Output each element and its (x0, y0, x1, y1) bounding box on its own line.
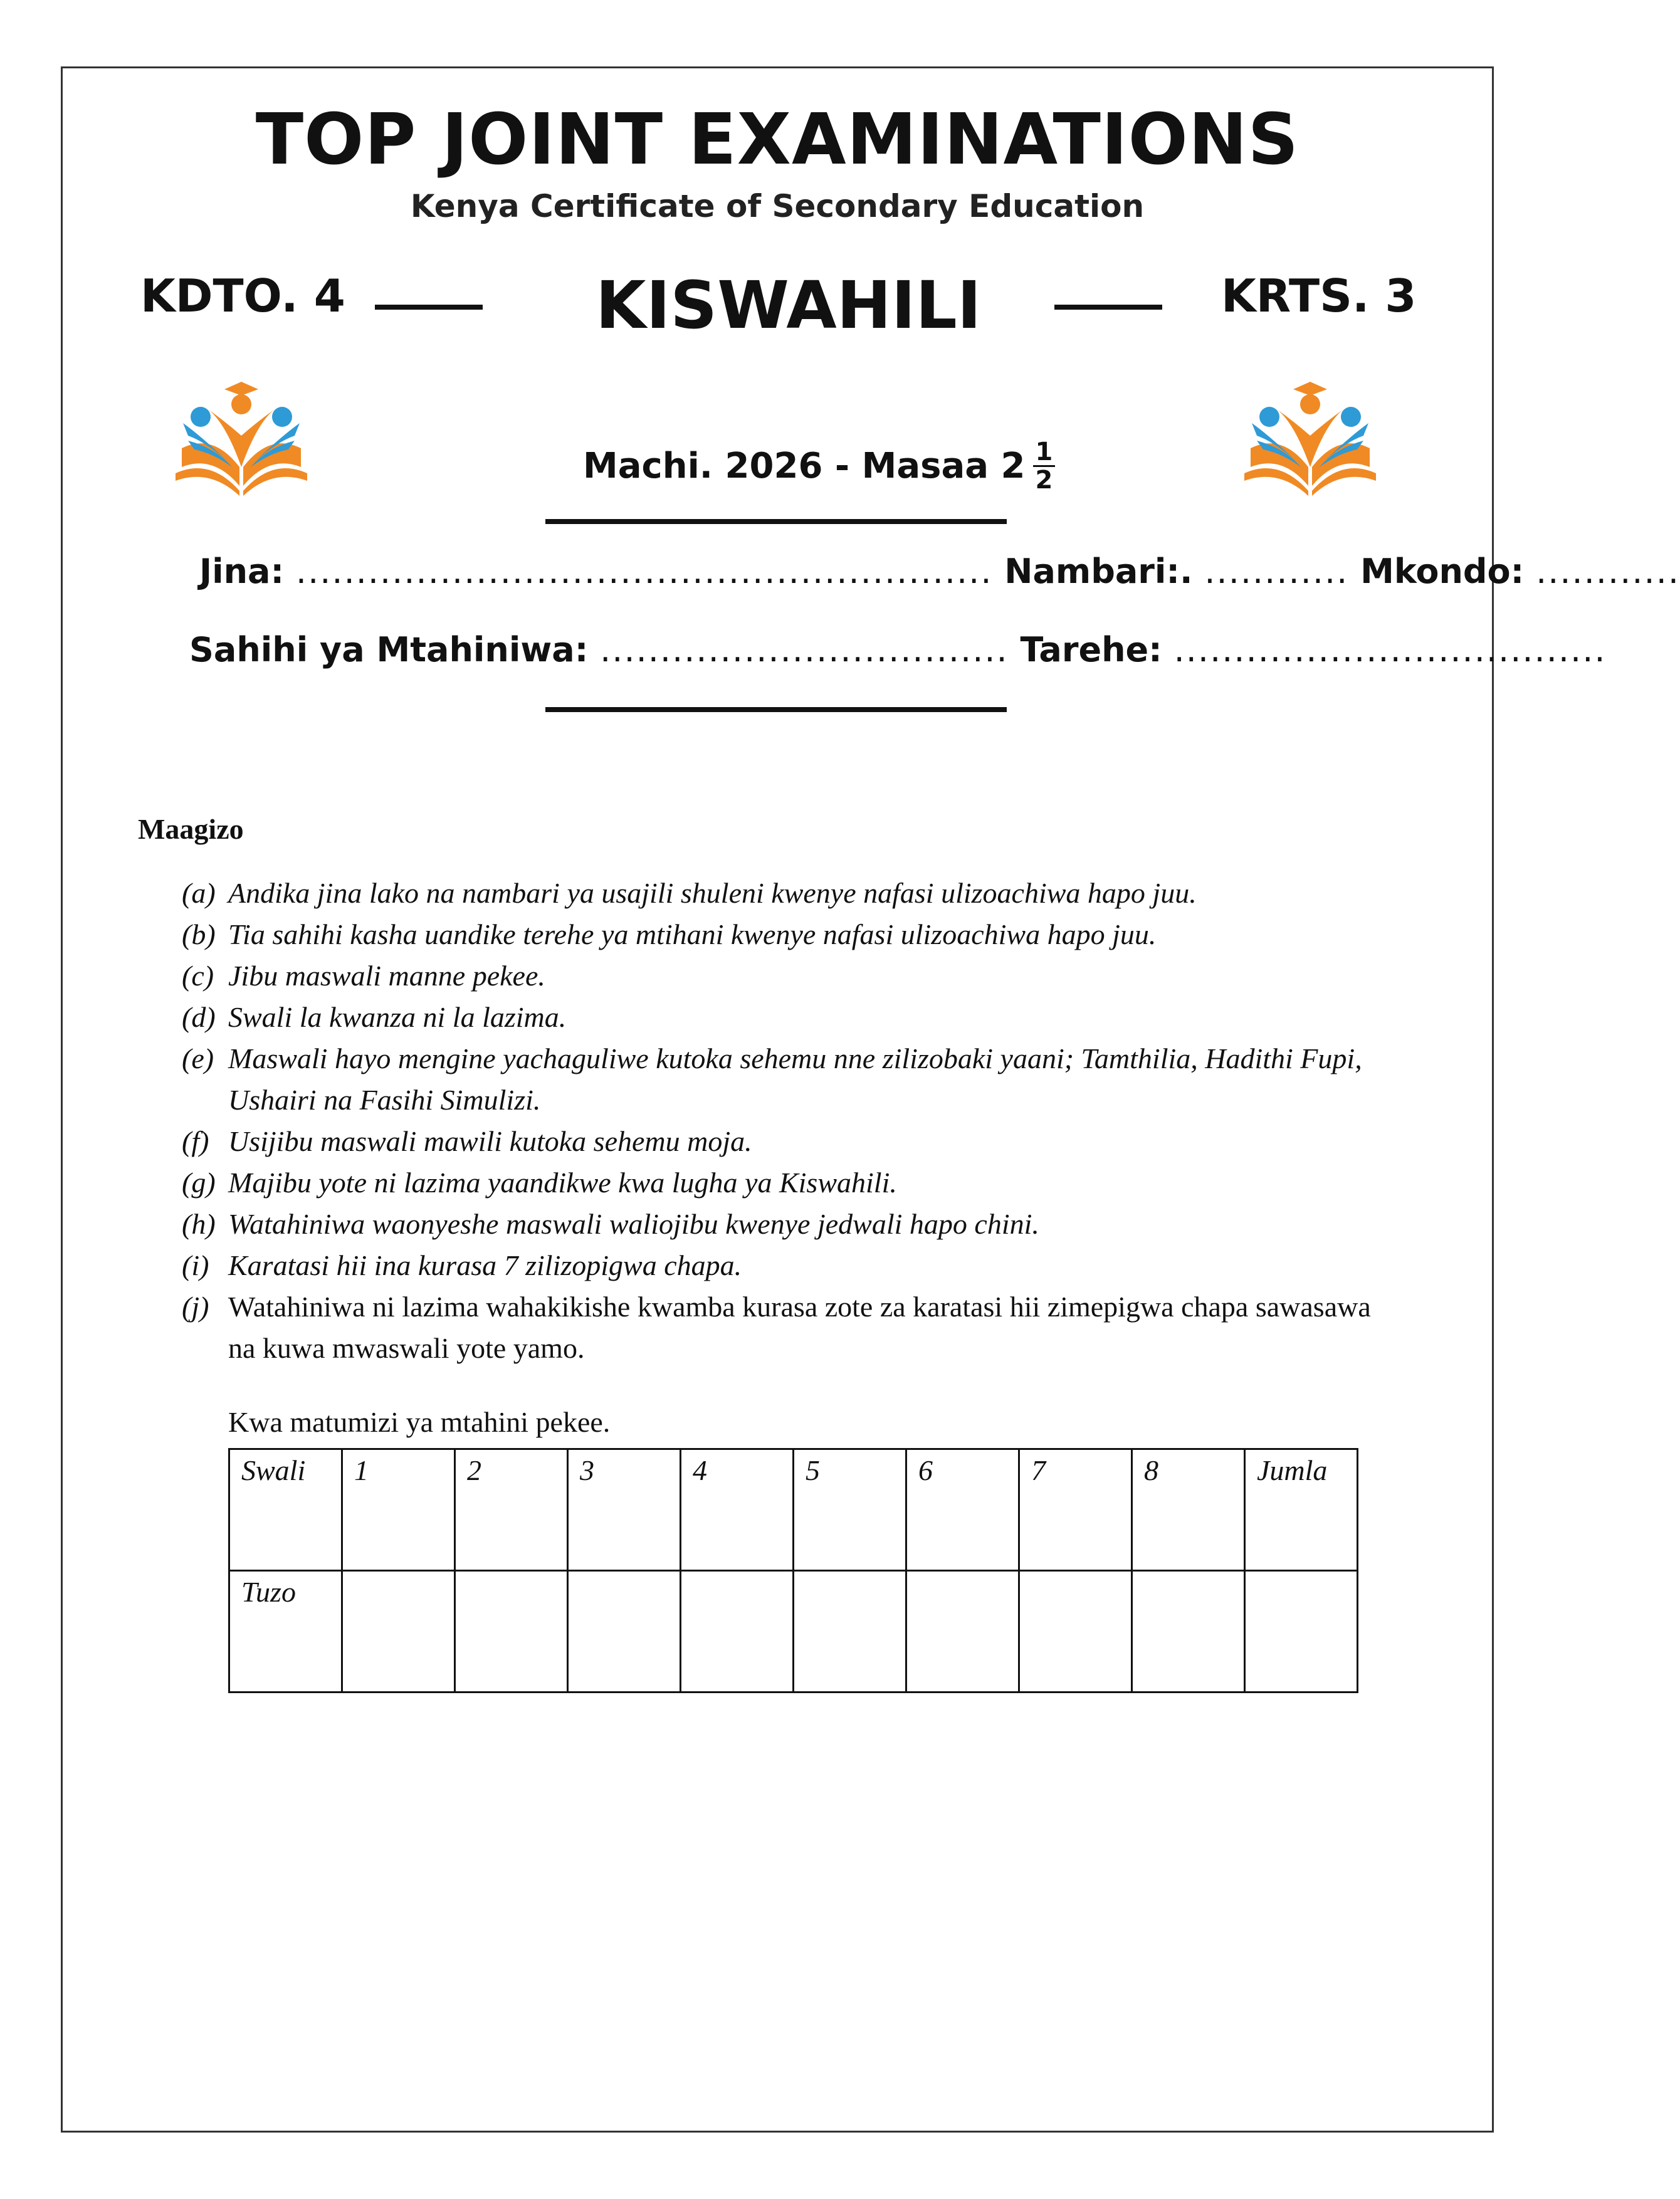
students-book-logo-icon (1238, 373, 1382, 498)
date-label: Tarehe: (1020, 630, 1162, 669)
table-cell: Swali (229, 1449, 342, 1571)
exam-title: TOP JOINT EXAMINATIONS (255, 99, 1299, 181)
date-field[interactable]: .................................... (1173, 630, 1607, 669)
list-item: (j) Watahiniwa ni lazima wahakikishe kwamba kurasa zote za karatasi hii zimepigwa chapa sawasawa na kuwa mwaswali yote yamo. (182, 1291, 1371, 1364)
table-cell: Jumla (1245, 1449, 1358, 1571)
marks-table (228, 1448, 1358, 1693)
score-cell[interactable] (1019, 1571, 1132, 1693)
table-cell: 4 (681, 1449, 794, 1571)
fraction-denominator: 2 (1035, 466, 1053, 495)
exam-subtitle: Kenya Certificate of Secondary Education (410, 188, 1145, 224)
list-item: (b) Tia sahihi kasha uandike terehe ya mtihani kwenye nafasi ulizoachiwa hapo juu. (182, 918, 1157, 950)
signature-label: Sahihi ya Mtahiniwa: (189, 630, 589, 669)
instructions-list (182, 873, 1404, 1369)
subject-title: KISWAHILI (596, 267, 982, 344)
right-dash (1054, 305, 1162, 310)
score-cell[interactable] (681, 1571, 794, 1693)
name-field[interactable]: .......................................................... (295, 552, 993, 591)
signature-field[interactable]: .................................. (600, 630, 1009, 669)
name-number-stream-row (199, 552, 1680, 591)
list-item: (a) Andika jina lako na nambari ya usajili shuleni kwenye nafasi ulizoachiwa hapo juu. (182, 877, 1197, 909)
score-cell[interactable] (568, 1571, 681, 1693)
table-row (229, 1449, 1358, 1571)
list-item: (c) Jibu maswali manne pekee. (182, 960, 545, 992)
stream-field[interactable]: ............ (1536, 552, 1680, 591)
instructions-heading: Maagizo (138, 813, 244, 845)
score-cell[interactable] (455, 1571, 568, 1693)
number-label: Nambari:. (1004, 552, 1193, 591)
list-item: (e) Maswali hayo mengine yachaguliwe kutoka sehemu nne zilizobaki yaani; Tamthilia, Hadithi Fupi, Ushairi na Fasihi Simulizi. (182, 1042, 1362, 1116)
table-cell: 8 (1132, 1449, 1245, 1571)
list-item: (h) Watahiniwa waonyeshe maswali waliojibu kwenye jedwali hapo chini. (182, 1208, 1039, 1240)
fraction-numerator: 1 (1033, 439, 1056, 467)
table-caption: Kwa matumizi ya mtahini pekee. (228, 1406, 611, 1438)
table-cell: 5 (794, 1449, 906, 1571)
table-cell: Tuzo (229, 1571, 342, 1693)
list-item: (d) Swali la kwanza ni la lazima. (182, 1001, 567, 1033)
number-field[interactable]: ............ (1204, 552, 1349, 591)
score-cell[interactable] (342, 1571, 455, 1693)
duration-fraction (1033, 439, 1056, 493)
left-dash (375, 305, 483, 310)
paper-code: KRTS. 3 (1221, 270, 1417, 322)
signature-date-row (189, 630, 1607, 669)
score-cell[interactable] (1132, 1571, 1245, 1693)
table-cell: 1 (342, 1449, 455, 1571)
score-cell[interactable] (906, 1571, 1019, 1693)
table-cell: 2 (455, 1449, 568, 1571)
score-cell[interactable] (794, 1571, 906, 1693)
date-duration-text: Machi. 2026 - Masaa 2 (583, 446, 1026, 486)
header-rule-bottom (545, 707, 1007, 712)
table-cell: 3 (568, 1449, 681, 1571)
table-row (229, 1571, 1358, 1693)
table-cell: 7 (1019, 1449, 1132, 1571)
list-item: (g) Majibu yote ni lazima yaandikwe kwa lugha ya Kiswahili. (182, 1167, 897, 1199)
class-code: KDTO. 4 (140, 270, 345, 322)
score-cell[interactable] (1245, 1571, 1358, 1693)
students-book-logo-icon (169, 373, 313, 498)
list-item: (f) Usijibu maswali mawili kutoka sehemu moja. (182, 1125, 752, 1157)
date-duration (583, 439, 1055, 493)
header-rule-top (545, 519, 1007, 524)
list-item: (i) Karatasi hii ina kurasa 7 zilizopigwa chapa. (182, 1249, 742, 1281)
stream-label: Mkondo: (1360, 552, 1525, 591)
table-cell: 6 (906, 1449, 1019, 1571)
name-label: Jina: (199, 552, 285, 591)
